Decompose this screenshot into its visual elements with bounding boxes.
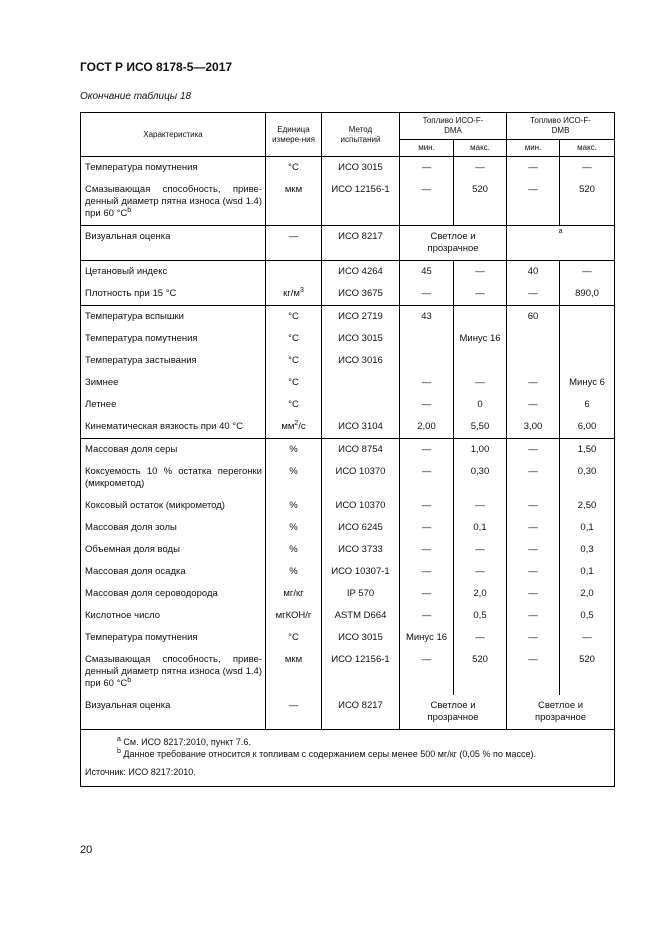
cell-unit	[266, 461, 322, 495]
characteristic-text: Температура вспышки	[85, 311, 184, 322]
characteristic-text: Кислотное число	[85, 610, 161, 621]
cell-unit	[266, 372, 322, 394]
table-row	[81, 179, 615, 226]
cell-dma-min: —	[400, 461, 454, 495]
cell-dmb-min: —	[507, 583, 560, 605]
unit-text: кг/м	[283, 288, 300, 299]
table-row	[81, 495, 615, 517]
cell-characteristic	[81, 157, 266, 180]
cell-method	[322, 394, 400, 416]
unit-text: °С	[288, 355, 299, 366]
table-footnotes	[81, 730, 615, 787]
cell-dmb-min	[507, 350, 560, 372]
cell-dmb-max: —	[560, 627, 615, 649]
cell-method: ИСО 3015	[322, 328, 400, 350]
characteristic-text: Массовая доля сероводорода	[85, 588, 218, 599]
characteristic-text: Зимнее	[85, 377, 119, 388]
table-row	[81, 461, 615, 495]
col-fuel-dma: Топливо ИСО-F-DMA	[400, 113, 507, 140]
cell-dmb-max: 0,1	[560, 517, 615, 539]
cell-dmb-max: 0,3	[560, 539, 615, 561]
cell-dma-min: —	[400, 539, 454, 561]
table-row	[81, 416, 615, 439]
cell-dma-min: —	[400, 157, 454, 180]
cell-dma-min	[400, 350, 454, 372]
cell-dma-max: 5,50	[454, 416, 507, 439]
characteristic-text: Объемная доля воды	[85, 544, 180, 555]
unit-exponent: 2	[294, 419, 299, 427]
cell-unit	[266, 627, 322, 649]
col-dmb-min: мин.	[507, 140, 560, 157]
cell-dmb-max: 1,50	[560, 439, 615, 462]
cell-dma-min	[400, 328, 454, 350]
cell-dma-max: 1,00	[454, 439, 507, 462]
cell-dma-min: 45	[400, 261, 454, 284]
cell-method: ASTM D664	[322, 605, 400, 627]
cell-characteristic	[81, 605, 266, 627]
table-row	[81, 517, 615, 539]
cell-dmb-min: 60	[507, 306, 560, 329]
cell-dma-value: Светлое и прозрачное	[400, 226, 507, 261]
characteristic-text: Смазывающая способность, приве-денный диаметр пятна износа (wsd 1.4) при 60 °С	[85, 654, 262, 689]
characteristic-text: Цетановый индекс	[85, 266, 168, 277]
cell-dma-max	[454, 350, 507, 372]
cell-dmb-min: 3,00	[507, 416, 560, 439]
cell-dma-max: —	[454, 372, 507, 394]
cell-dma-max: 0	[454, 394, 507, 416]
unit-text: мкм	[284, 184, 303, 195]
cell-characteristic	[81, 649, 266, 695]
cell-characteristic	[81, 517, 266, 539]
unit-text: —	[288, 700, 299, 711]
unit-text: °С	[288, 311, 299, 322]
cell-dmb-max	[560, 306, 615, 329]
cell-dmb-max: Минус 6	[560, 372, 615, 394]
cell-characteristic	[81, 439, 266, 462]
cell-unit	[266, 328, 322, 350]
cell-dmb-min: —	[507, 605, 560, 627]
cell-dma-min: —	[400, 583, 454, 605]
footnote-ref: b	[127, 676, 132, 684]
table-row	[81, 157, 615, 180]
cell-dma-max: —	[454, 539, 507, 561]
unit-text: мм	[281, 421, 295, 432]
cell-characteristic	[81, 583, 266, 605]
cell-dmb-min: —	[507, 561, 560, 583]
cell-dma-value: Светлое и прозрачное	[400, 695, 507, 730]
footnote	[85, 736, 610, 748]
cell-method: ИСО 8217	[322, 695, 400, 730]
table-row	[81, 561, 615, 583]
cell-unit	[266, 539, 322, 561]
characteristic-text: Температура застывания	[85, 355, 197, 366]
cell-method: ИСО 3733	[322, 539, 400, 561]
cell-dmb-max: —	[560, 261, 615, 284]
cell-unit	[266, 157, 322, 180]
cell-dma-min: —	[400, 517, 454, 539]
cell-dmb-max	[560, 328, 615, 350]
characteristic-text: Визуальная оценка	[85, 700, 171, 711]
cell-dma-max: Минус 16	[454, 328, 507, 350]
cell-dma-max	[454, 306, 507, 329]
col-dmb-max: макс.	[560, 140, 615, 157]
cell-dmb-value	[507, 226, 615, 261]
cell-dmb-max: 0,1	[560, 561, 615, 583]
footnote-text: Данное требование относится к топливам с содержанием серы менее 500 мг/кг (0,05 % по массе).	[123, 749, 537, 759]
table-row	[81, 605, 615, 627]
unit-text: °С	[288, 333, 299, 344]
cell-dma-max: —	[454, 283, 507, 306]
cell-dmb-max	[560, 350, 615, 372]
table-row	[81, 283, 615, 306]
col-unit: Единица измере-ния	[266, 113, 322, 157]
cell-dmb-max: 0,30	[560, 461, 615, 495]
cell-unit	[266, 226, 322, 261]
cell-dma-min: —	[400, 394, 454, 416]
table-row	[81, 649, 615, 695]
cell-characteristic	[81, 627, 266, 649]
table-row	[81, 394, 615, 416]
cell-dma-min: —	[400, 283, 454, 306]
cell-dmb-min: —	[507, 283, 560, 306]
table-row	[81, 350, 615, 372]
cell-dma-max: 0,1	[454, 517, 507, 539]
unit-text: %	[289, 566, 298, 577]
cell-dmb-max: 2,0	[560, 583, 615, 605]
cell-unit	[266, 517, 322, 539]
cell-characteristic	[81, 372, 266, 394]
cell-characteristic	[81, 350, 266, 372]
cell-dmb-value: Светлое и прозрачное	[507, 695, 615, 730]
characteristic-text: Летнее	[85, 399, 117, 410]
cell-dma-max: —	[454, 561, 507, 583]
cell-dma-min: 2,00	[400, 416, 454, 439]
cell-dma-max: —	[454, 157, 507, 180]
cell-dma-max: 2,0	[454, 583, 507, 605]
cell-method: ИСО 3015	[322, 157, 400, 180]
cell-method: ИСО 10370	[322, 495, 400, 517]
cell-dmb-max: —	[560, 157, 615, 180]
table-row	[81, 627, 615, 649]
table-row	[81, 372, 615, 394]
cell-dmb-min: —	[507, 495, 560, 517]
cell-characteristic	[81, 226, 266, 261]
characteristic-text: Коксовый остаток (микрометод)	[85, 500, 225, 511]
cell-dma-min: —	[400, 561, 454, 583]
cell-method	[322, 372, 400, 394]
cell-dmb-min: —	[507, 461, 560, 495]
characteristic-text: Кинематическая вязкость при 40 °С	[85, 421, 243, 432]
unit-text: °С	[288, 162, 299, 173]
characteristic-text: Массовая доля осадка	[85, 566, 186, 577]
cell-dmb-min: —	[507, 517, 560, 539]
unit-text: %	[289, 522, 298, 533]
cell-dma-min: —	[400, 495, 454, 517]
cell-dma-max: 0,5	[454, 605, 507, 627]
page-number: 20	[80, 844, 93, 856]
source-note: Источник: ИСО 8217:2010.	[85, 767, 196, 777]
cell-dma-max: —	[454, 495, 507, 517]
cell-unit	[266, 306, 322, 329]
cell-unit	[266, 583, 322, 605]
cell-method: ИСО 3016	[322, 350, 400, 372]
cell-characteristic	[81, 695, 266, 730]
cell-dmb-max: 6,00	[560, 416, 615, 439]
cell-characteristic	[81, 283, 266, 306]
table-body	[81, 157, 615, 730]
table-row	[81, 695, 615, 730]
cell-dma-min: —	[400, 439, 454, 462]
cell-unit	[266, 605, 322, 627]
cell-characteristic	[81, 394, 266, 416]
unit-text: %	[289, 466, 298, 477]
cell-method: ИСО 12156-1	[322, 649, 400, 695]
footnote-ref: b	[127, 206, 132, 214]
cell-characteristic	[81, 328, 266, 350]
cell-method: ИСО 8754	[322, 439, 400, 462]
cell-dma-max: 520	[454, 179, 507, 226]
footnote-text: См. ИСО 8217:2010, пункт 7.6.	[123, 737, 251, 747]
col-method: Метод испытаний	[322, 113, 400, 157]
unit-text: %	[289, 500, 298, 511]
cell-unit	[266, 495, 322, 517]
cell-unit	[266, 416, 322, 439]
cell-dma-min: —	[400, 649, 454, 695]
cell-unit	[266, 350, 322, 372]
cell-dma-min: —	[400, 605, 454, 627]
cell-method: ИСО 8217	[322, 226, 400, 261]
cell-dmb-min: —	[507, 627, 560, 649]
cell-characteristic	[81, 461, 266, 495]
unit-text: —	[288, 231, 299, 242]
cell-dmb-min	[507, 328, 560, 350]
cell-method: IP 570	[322, 583, 400, 605]
table-caption: Окончание таблицы 18	[80, 91, 192, 102]
cell-dmb-min: —	[507, 394, 560, 416]
cell-dmb-max: 890,0	[560, 283, 615, 306]
cell-dmb-max: 2,50	[560, 495, 615, 517]
cell-dmb-max: 520	[560, 179, 615, 226]
unit-text: °С	[288, 632, 299, 643]
cell-characteristic	[81, 261, 266, 284]
table-row	[81, 226, 615, 261]
col-fuel-dmb: Топливо ИСО-F-DMB	[507, 113, 615, 140]
cell-method: ИСО 2719	[322, 306, 400, 329]
characteristic-text: Массовая доля золы	[85, 522, 177, 533]
cell-unit	[266, 179, 322, 226]
unit-exponent: 3	[299, 286, 304, 294]
cell-dma-max: —	[454, 627, 507, 649]
unit-suffix: /с	[298, 421, 306, 432]
characteristic-text: Плотность при 15 °С	[85, 288, 177, 299]
unit-text: °С	[288, 377, 299, 388]
cell-unit	[266, 261, 322, 284]
cell-dmb-max: 0,5	[560, 605, 615, 627]
cell-characteristic	[81, 179, 266, 226]
cell-dma-max: —	[454, 261, 507, 284]
characteristic-text: Температура помутнения	[85, 333, 198, 344]
unit-text: %	[289, 544, 298, 555]
cell-unit	[266, 695, 322, 730]
cell-dmb-max: 6	[560, 394, 615, 416]
footnote-ref: a	[558, 228, 563, 235]
characteristic-text: Коксуемость 10 % остатка перегонки (микрометод)	[85, 466, 262, 489]
cell-dmb-min: —	[507, 439, 560, 462]
cell-dma-min: Минус 16	[400, 627, 454, 649]
spec-table	[80, 112, 615, 787]
document-header: ГОСТ Р ИСО 8178-5—2017	[80, 60, 233, 74]
cell-unit	[266, 649, 322, 695]
cell-dma-min: 43	[400, 306, 454, 329]
table-row	[81, 261, 615, 284]
cell-method: ИСО 3104	[322, 416, 400, 439]
cell-dmb-min: —	[507, 179, 560, 226]
cell-dmb-min: —	[507, 157, 560, 180]
footnote-mark: a	[117, 736, 121, 743]
cell-dma-max: 520	[454, 649, 507, 695]
cell-method: ИСО 12156-1	[322, 179, 400, 226]
cell-method: ИСО 3675	[322, 283, 400, 306]
cell-dma-max: 0,30	[454, 461, 507, 495]
characteristic-text: Массовая доля серы	[85, 444, 178, 455]
cell-characteristic	[81, 495, 266, 517]
cell-unit	[266, 439, 322, 462]
table-row	[81, 439, 615, 462]
cell-dmb-min: —	[507, 539, 560, 561]
characteristic-text: Визуальная оценка	[85, 231, 171, 242]
col-dma-min: мин.	[400, 140, 454, 157]
cell-unit	[266, 561, 322, 583]
table-head	[81, 113, 615, 157]
unit-text: °С	[288, 399, 299, 410]
unit-text: мгКОН/г	[275, 610, 312, 621]
cell-unit	[266, 394, 322, 416]
cell-method: ИСО 10307-1	[322, 561, 400, 583]
characteristic-text: Температура помутнения	[85, 632, 198, 643]
table-row	[81, 539, 615, 561]
cell-method: ИСО 6245	[322, 517, 400, 539]
cell-characteristic	[81, 416, 266, 439]
cell-dmb-min: —	[507, 649, 560, 695]
characteristic-text: Смазывающая способность, приве-денный диаметр пятна износа (wsd 1.4) при 60 °С	[85, 184, 262, 219]
unit-text: мкм	[284, 654, 303, 665]
cell-dmb-min: 40	[507, 261, 560, 284]
table-row	[81, 583, 615, 605]
cell-characteristic	[81, 561, 266, 583]
cell-unit	[266, 283, 322, 306]
footnote	[85, 748, 610, 760]
cell-dma-min: —	[400, 372, 454, 394]
cell-method: ИСО 4264	[322, 261, 400, 284]
cell-method: ИСО 3015	[322, 627, 400, 649]
col-characteristic: Характеристика	[81, 113, 266, 157]
cell-dmb-min: —	[507, 372, 560, 394]
cell-dma-min: —	[400, 179, 454, 226]
cell-characteristic	[81, 539, 266, 561]
table-row	[81, 306, 615, 329]
unit-text: мг/кг	[283, 588, 304, 599]
characteristic-text: Температура помутнения	[85, 162, 198, 173]
footnote-mark: b	[117, 748, 121, 755]
cell-method: ИСО 10370	[322, 461, 400, 495]
col-dma-max: макс.	[454, 140, 507, 157]
cell-dmb-max: 520	[560, 649, 615, 695]
table-row	[81, 328, 615, 350]
unit-text: %	[289, 444, 298, 455]
cell-characteristic	[81, 306, 266, 329]
